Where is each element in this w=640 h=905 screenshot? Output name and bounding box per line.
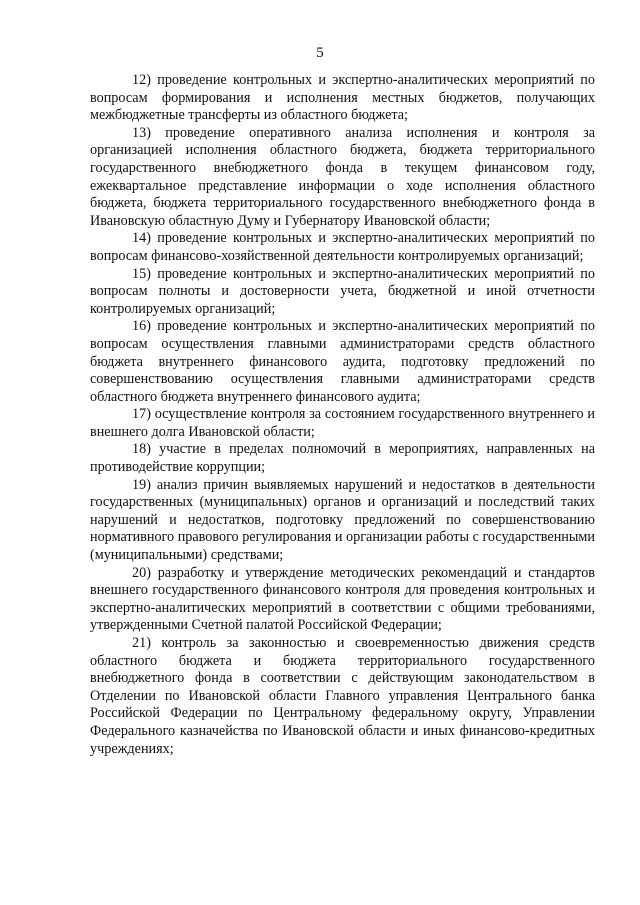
paragraph-item-20: 20) разработку и утверждение методических рекомендаций и стандартов внешнего государственного финансового контроля для проведения контрольных и экспертно-аналитических мероприятий в соответствии с общими требованиями, утвержденными Счетной палатой Российской Федерации;	[90, 564, 595, 634]
paragraph-item-14: 14) проведение контрольных и экспертно-аналитических мероприятий по вопросам финансово-хозяйственной деятельности контролируемых организаций;	[90, 230, 595, 264]
paragraph-item-17: 17) осуществление контроля за состоянием государственного внутреннего и внешнего долга Ивановской области;	[90, 406, 595, 440]
document-body	[90, 72, 595, 758]
paragraph-item-18: 18) участие в пределах полномочий в мероприятиях, направленных на противодействие коррупции;	[90, 441, 595, 476]
paragraph-item-12: 12) проведение контрольных и экспертно-аналитических мероприятий по вопросам формирования и исполнения местных бюджетов, получающих межбюджетные трансферты из областного бюджета;	[90, 72, 595, 124]
paragraph-item-21: 21) контроль за законностью и своевременностью движения средств областного бюджета и бюджета территориального государственного внебюджетного фонда в соответствии с действующим законодательством в Отделении по Ивановской области Главного управления Центрального банка Российской Федерации по Центральному федеральному округу, Управлении Федерального казначейства по Ивановской области и иных финансово-кредитных учреждениях;	[90, 635, 595, 757]
paragraph-item-13: 13) проведение оперативного анализа исполнения и контроля за организацией исполнения областного бюджета, бюджета территориального государственного внебюджетного фонда в текущем финансовом году, ежеквартальное представление информации о ходе исполнения областного бюджета, бюджета территориального государственного внебюджетного фонда в Ивановскую областную Думу и Губернатору Ивановской области;	[90, 124, 595, 229]
paragraph-item-19: 19) анализ причин выявляемых нарушений и недостатков в деятельности государственных (муниципальных) органов и организаций и последствий таких нарушений и недостатков, подготовку предложений по совершенствованию нормативного правового регулирования и организации работы с государственными (муниципальными) средствами;	[90, 476, 595, 564]
page-number: 5	[316, 45, 324, 61]
paragraph-item-15: 15) проведение контрольных и экспертно-аналитических мероприятий по вопросам полноты и достоверности учета, бюджетной и иной отчетности контролируемых организаций;	[90, 265, 595, 317]
paragraph-item-16: 16) проведение контрольных и экспертно-аналитических мероприятий по вопросам осуществления главными администраторами средств областного бюджета внутреннего финансового аудита, подготовку предложений по совершенствованию осуществления главными администраторами средств областного бюджета внутреннего финансового аудита;	[90, 318, 595, 405]
